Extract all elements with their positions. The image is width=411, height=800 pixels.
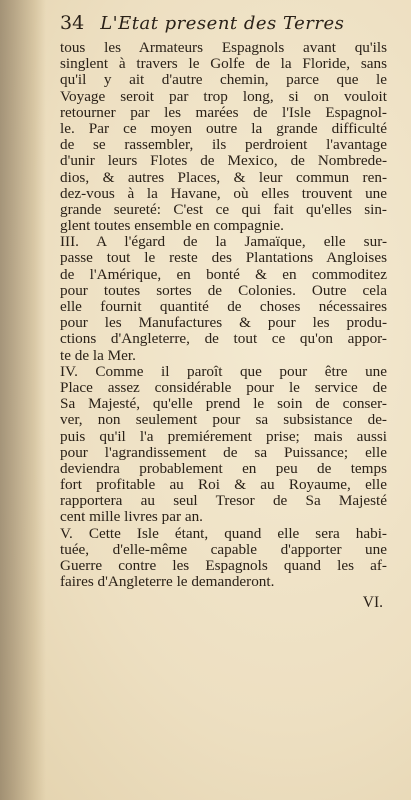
text-line: qu'il y ait d'autre chemin, parce que le — [60, 72, 387, 89]
text-line: III. A l'égard de la Jamaïque, elle sur- — [60, 234, 387, 251]
text-line: pour l'agrandissement de sa Puissance; elle — [60, 444, 387, 461]
text-line: elle fournit quantité de choses nécessaires — [60, 299, 387, 315]
text-line: retourner par les marées de l'Isle Espagnol- — [60, 104, 387, 121]
page-gutter-shadow — [0, 0, 46, 800]
text-line: IV. Comme il paroît que pour être une — [60, 363, 387, 380]
text-line: V. Cette Isle étant, quand elle sera habi- — [60, 525, 387, 542]
text-line: puis qu'il l'a premiérement prise; mais aussi — [60, 428, 387, 445]
text-line: ver, non seulement pour sa subsistance de- — [60, 412, 387, 429]
text-line: faires d'Angleterre le demanderont. — [60, 574, 275, 591]
text-line: pour toutes sortes de Colonies. Outre cela — [60, 282, 387, 299]
text-line: Place assez considérable pour le service de — [60, 379, 387, 396]
body-text — [60, 40, 387, 590]
text-line: dez-vous à la Havane, où elles trouvent une — [60, 185, 387, 202]
text-line: glent toutes ensemble en compagnie. — [60, 218, 284, 235]
text-line: d'unir leurs Flotes de Mexico, de Nombrede- — [60, 153, 387, 170]
text-line: fort profitable au Roi & au Royaume, elle — [60, 477, 387, 494]
text-line: le. Par ce moyen outre la grande difficulté — [60, 120, 387, 137]
text-line: Sa Majesté, qu'elle prend le soin de conser- — [60, 396, 387, 413]
text-line: cent mille livres par an. — [60, 509, 203, 526]
page-header — [60, 12, 387, 40]
text-line: singlent à travers le Golfe de la Floride, sans — [60, 56, 387, 73]
text-line: pour les Manufactures & pour les produ- — [60, 315, 387, 332]
text-line: grande seureté: C'est ce qui fait qu'elles sin- — [60, 201, 387, 218]
text-line: de se rassembler, ils perdroient l'avantage — [60, 137, 387, 154]
text-line: de l'Amérique, en bonté & en commoditez — [60, 266, 387, 283]
running-title: L'Etat present des Terres — [100, 13, 345, 34]
text-line: Guerre contre les Espagnols quand les af- — [60, 558, 387, 574]
catchword: VI. — [362, 594, 383, 612]
page-number: 34 — [60, 12, 85, 34]
text-line: tous les Armateurs Espagnols avant qu'ils — [60, 40, 387, 56]
text-line: passe tout le reste des Plantations Angloises — [60, 250, 387, 267]
text-line: rapportera au seul Tresor de Sa Majesté — [60, 493, 387, 510]
text-line: deviendra probablement en peu de temps — [60, 460, 387, 477]
text-line: tuée, d'elle-même capable d'apporter une — [60, 541, 387, 558]
text-line: dios, & autres Places, & leur commun ren- — [60, 169, 387, 186]
text-line: ctions d'Angleterre, de tout ce qu'on appor- — [60, 331, 387, 348]
text-line: Voyage seroit par trop long, si on vouloit — [60, 88, 387, 105]
text-line: te de la Mer. — [60, 347, 136, 364]
